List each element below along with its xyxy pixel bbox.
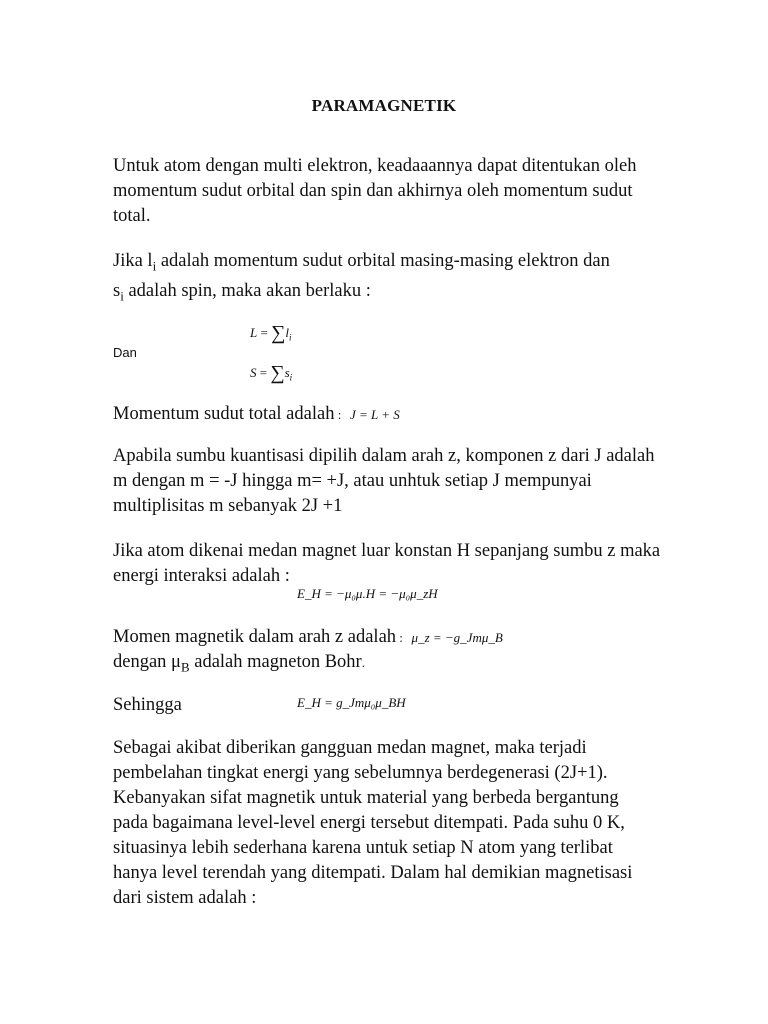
paragraph-interaction: Jika atom dikenai medan magnet luar konstan H sepanjang sumbu z maka energi interaksi adalah : <box>113 541 661 586</box>
paragraph-intro: Untuk atom dengan multi elektron, keadaaannya dapat ditentukan oleh momentum sudut orbital dan spin dan akhirnya oleh momentum sudut total. <box>113 156 637 226</box>
paragraph-definitions <box>113 249 673 308</box>
paragraph-splitting: Sebagai akibat diberikan gangguan medan magnet, maka terjadi pembelahan tingkat energi yang sebelumnya berdegenerasi (2J+1). Kebanyakan sifat magnetik untuk material yang berbeda bergantung pada bagaimana level-level energi tersebut ditempati. Pada suhu 0 K, situasinya lebih sederhana karena untuk setiap N atom yang terlibat hanya level terendah yang ditempati. Dalam hal demikian magnetisasi dari sistem adalah : <box>113 738 633 908</box>
sehingga-label: Sehingga <box>113 695 182 715</box>
definitions-line1-post: adalah momentum sudut orbital masing-masing elektron dan <box>156 251 610 271</box>
paragraph-magnetic-moment: Momen magnetik dalam arah z adalah : μ_z = −g_Jmμ_B dengan $\mu_B$ adalah magneton Bohr. <box>113 627 503 675</box>
equation-S: $S = \sum s_i$ <box>250 362 293 384</box>
equation-EH2: E_H = g_Jmμ₀μ_BH <box>297 695 406 710</box>
definitions-line2-pre: s <box>113 280 121 301</box>
paragraph-quantization: Apabila sumbu kuantisasi dipilih dalam arah z, komponen z dari J adalah m dengan m = -J hingga m= +J, atau unhtuk setiap J mempunyai multiplisitas m sebanyak 2J +1 <box>113 446 655 516</box>
page-title: PARAMAGNETIK <box>311 96 457 115</box>
definitions-line2-post: adalah spin, maka akan berlaku : <box>123 280 371 301</box>
equation-EH: E_H = −μ₀μ.H = −μ₀μ_zH <box>297 586 438 601</box>
equation-mu: μ_z = −g_Jmμ_B <box>411 630 503 645</box>
equation-J: J = L + S <box>349 407 400 422</box>
definitions-line1-sub: i <box>152 258 157 274</box>
paragraph-total-momentum: Momentum sudut total adalah : J = L + S <box>113 404 400 424</box>
definitions-line1-pre: Jika l <box>113 251 153 271</box>
dan-label: Dan <box>113 345 137 360</box>
definitions-line2-sub: i <box>120 288 124 304</box>
equation-L: $L = \sum l_i$ <box>250 322 292 344</box>
